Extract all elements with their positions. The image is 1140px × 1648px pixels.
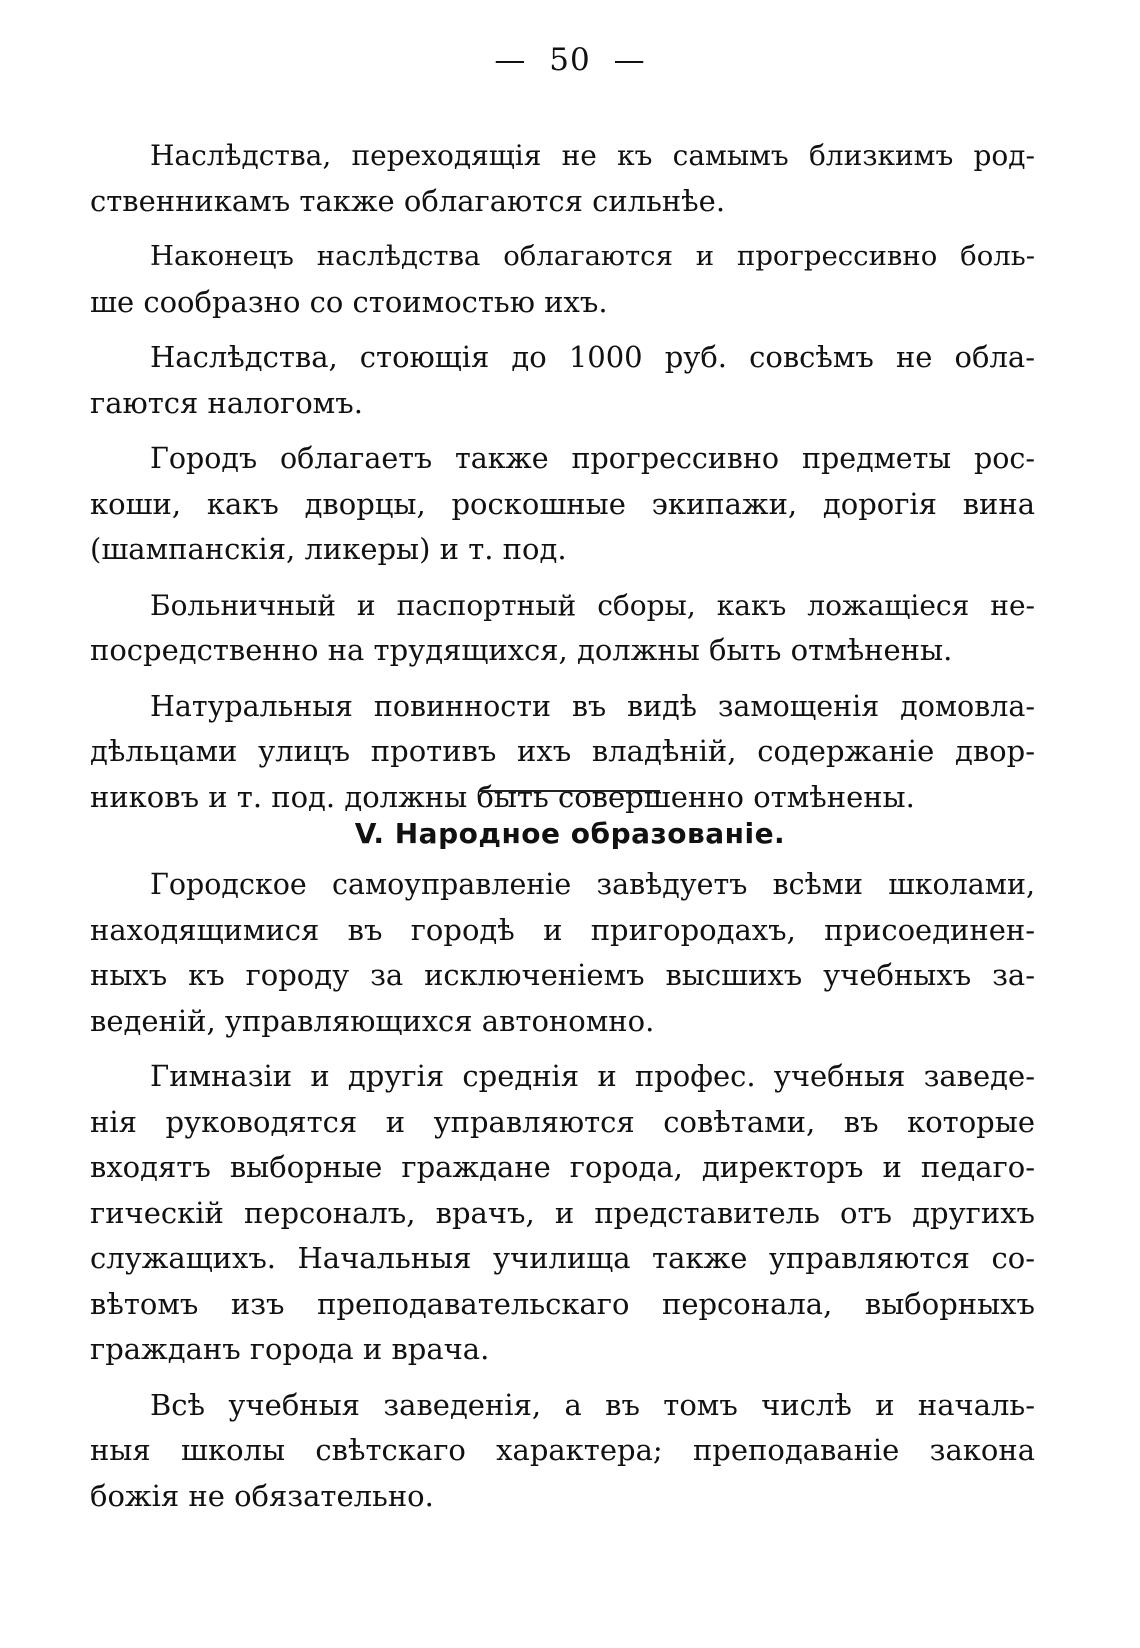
- text-line: Натуральныя повинности въ видѣ замощенія домовла-: [150, 689, 1035, 723]
- text-line: Городское самоуправленіе завѣдуетъ всѣми школами,: [150, 868, 1035, 901]
- text-line: входятъ выборные граждане города, директоръ и педаго-: [90, 1150, 1035, 1184]
- text-line: находящимися въ городѣ и пригородахъ, присоединен-: [90, 912, 1035, 947]
- text-line: Наконецъ наслѣдства облагаются и прогрессивно боль-: [150, 240, 1035, 272]
- page-number-dash-right: —: [613, 42, 646, 78]
- text-line: ше сообразно со стоимостью ихъ.: [90, 284, 608, 319]
- text-line: вѣтомъ изъ преподавательскаго персонала, выборныхъ: [90, 1286, 1035, 1321]
- text-line: божія не обязательно.: [90, 1478, 434, 1513]
- text-line: веденій, управляющихся автономно.: [90, 1003, 655, 1038]
- text-line: ныхъ къ городу за исключеніемъ высшихъ учебныхъ за-: [90, 958, 1035, 992]
- section-divider: [480, 790, 660, 792]
- paragraph: [90, 862, 1035, 1044]
- text-line: нія руководятся и управляются совѣтами, въ которые: [90, 1104, 1035, 1139]
- text-line: (шампанскія, ликеры) и т. под.: [90, 532, 567, 566]
- paragraph: [90, 335, 1035, 426]
- text-line: Наслѣдства, переходящія не къ самымъ близкимъ род-: [150, 139, 1035, 172]
- text-line: Больничный и паспортный сборы, какъ ложащіеся не-: [150, 588, 1035, 622]
- text-line: никовъ и т. под. должны быть совершенно отмѣнены.: [90, 779, 915, 814]
- text-line: служащихъ. Начальныя училища также управляются со-: [90, 1241, 1035, 1275]
- text-line: гическій персоналъ, врачъ, и представитель отъ другихъ: [90, 1195, 1035, 1230]
- text-line: Всѣ учебныя заведенія, а въ томъ числѣ и началь-: [150, 1387, 1035, 1422]
- text-line: гражданъ города и врача.: [90, 1332, 490, 1366]
- paragraph: [90, 1383, 1035, 1520]
- section-heading: V. Народное образованіе.: [354, 817, 786, 850]
- text-line: Наслѣдства, стоющія до 1000 руб. совсѣмъ не обла-: [150, 340, 1035, 374]
- education-text-block: [90, 862, 1035, 1529]
- text-line: Городъ облагаетъ также прогрессивно предметы рос-: [150, 442, 1035, 475]
- paragraph: [90, 684, 1035, 821]
- page-number: 50: [549, 42, 591, 78]
- paragraph: [90, 234, 1035, 325]
- text-line: ныя школы свѣтскаго характера; преподаваніе закона: [90, 1433, 1035, 1467]
- text-line: посредственно на трудящихся, должны быть отмѣнены.: [90, 633, 953, 667]
- paragraph: [90, 436, 1035, 573]
- paragraph: [90, 133, 1035, 224]
- text-line: дѣльцами улицъ противъ ихъ владѣній, содержаніе двор-: [90, 734, 1035, 768]
- text-line: Гимназіи и другія среднія и профес. учебныя заведе-: [150, 1059, 1035, 1093]
- page-number-dash-left: —: [494, 42, 527, 78]
- taxation-text-block: [90, 133, 1035, 830]
- text-line: коши, какъ дворцы, роскошные экипажи, дорогія вина: [90, 486, 1035, 521]
- text-line: ственникамъ также облагаются сильнѣе.: [90, 183, 726, 218]
- page-number-header: [0, 40, 1140, 80]
- text-line: гаются налогомъ.: [90, 385, 363, 420]
- paragraph: [90, 583, 1035, 674]
- paragraph: [90, 1054, 1035, 1373]
